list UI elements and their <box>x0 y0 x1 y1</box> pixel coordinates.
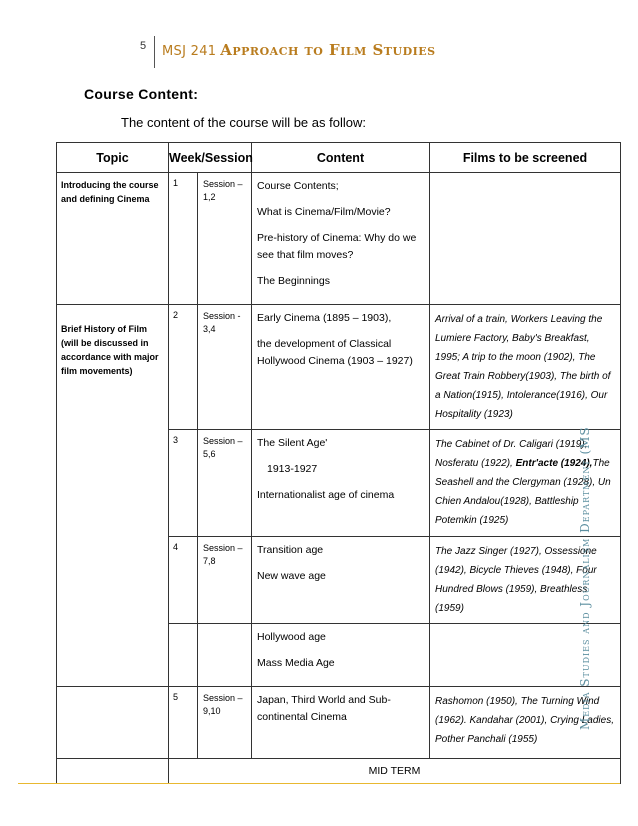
content-line: Early Cinema (1895 – 1903), <box>257 312 392 324</box>
topic-cell: Introducing the course and defining Cinema <box>57 173 169 305</box>
films-text-bold: Entr'acte (1924), <box>515 458 593 469</box>
content-cell <box>252 430 430 537</box>
session-cell: Session - 3,4 <box>198 305 252 430</box>
header-films: Films to be screened <box>430 143 621 173</box>
section-intro: The content of the course will be as follow: <box>121 115 366 130</box>
header-divider <box>154 36 155 68</box>
section-title: Course Content: <box>84 86 199 102</box>
films-text: The Cabinet of Dr. Caligari (1919), Nosferatu (1922), <box>435 439 588 469</box>
week-cell: 3 <box>169 430 198 537</box>
midterm-row <box>57 759 621 784</box>
table-header-row <box>57 143 621 173</box>
footer-divider <box>18 783 620 784</box>
week-cell: 1 <box>169 173 198 305</box>
content-cell <box>252 305 430 430</box>
header-content: Content <box>252 143 430 173</box>
empty-cell <box>57 759 169 784</box>
midterm-label: MID TERM <box>169 759 621 784</box>
films-cell: The Jazz Singer (1927), Ossessione (1942), Bicycle Thieves (1948), Four Hundred Blows (1959), Breathless (1959) <box>430 537 621 624</box>
merged-topic-cell <box>57 305 169 687</box>
content-line: The Silent Age' <box>257 437 328 449</box>
content-line: Japan, Third World and Sub-continental Cinema <box>257 694 391 723</box>
content-cell <box>252 173 430 305</box>
content-line: Course Contents; <box>257 180 339 192</box>
header-week: Week/Session <box>169 143 252 173</box>
week-cell: 5 <box>169 687 198 759</box>
content-line: New wave age <box>257 570 326 582</box>
week-cell: 2 <box>169 305 198 430</box>
page-number: 5 <box>140 40 147 52</box>
course-code: MSJ 241 <box>162 44 217 59</box>
content-line: Hollywood age <box>257 631 326 643</box>
content-line: the development of Classical Hollywood Cinema (1903 – 1927) <box>257 338 413 367</box>
films-cell: Arrival of a train, Workers Leaving the Lumiere Factory, Baby's Breakfast, 1995; A trip to the moon (1902), The Great Train Robbery(1903), The birth of a Nation(1915), Intolerance(1916), Our Hospitality (1923) <box>430 305 621 430</box>
course-content-table <box>56 142 621 784</box>
session-cell: Session – 1,2 <box>198 173 252 305</box>
session-cell <box>198 624 252 687</box>
header-title <box>162 41 436 59</box>
header-topic: Topic <box>57 143 169 173</box>
content-line: Transition age <box>257 544 324 556</box>
content-cell <box>252 624 430 687</box>
week-cell <box>169 624 198 687</box>
content-line: Pre-history of Cinema: Why do we see that film moves? <box>257 232 417 261</box>
content-cell <box>252 687 430 759</box>
content-line: The Beginnings <box>257 275 330 287</box>
table-row <box>57 687 621 759</box>
session-cell: Session – 9,10 <box>198 687 252 759</box>
content-line: Mass Media Age <box>257 657 335 669</box>
films-text: The Seashell and the Clergyman (1928), Un Chien Andalou(1928), Battleship Potemkin (1925) <box>435 458 611 526</box>
session-cell: Session – 7,8 <box>198 537 252 624</box>
content-line: Internationalist age of cinema <box>257 489 395 501</box>
table-row <box>57 305 621 430</box>
topic-text: Brief History of Film (will be discussed in accordance with major film movements) <box>61 324 159 376</box>
content-cell <box>252 537 430 624</box>
topic-cell <box>57 687 169 759</box>
content-line: What is Cinema/Film/Movie? <box>257 206 391 218</box>
course-title: Approach to Film Studies <box>220 41 436 59</box>
week-cell: 4 <box>169 537 198 624</box>
table-row <box>57 173 621 305</box>
session-cell: Session – 5,6 <box>198 430 252 537</box>
content-line: 1913-1927 <box>267 463 318 475</box>
films-cell <box>430 173 621 305</box>
films-cell: Rashomon (1950), The Turning Wind (1962). Kandahar (2001), Crying Ladies, Pother Panchali (1955) <box>430 687 621 759</box>
department-sidebar: Media Studies and Journalism Department (MS <box>578 426 592 730</box>
